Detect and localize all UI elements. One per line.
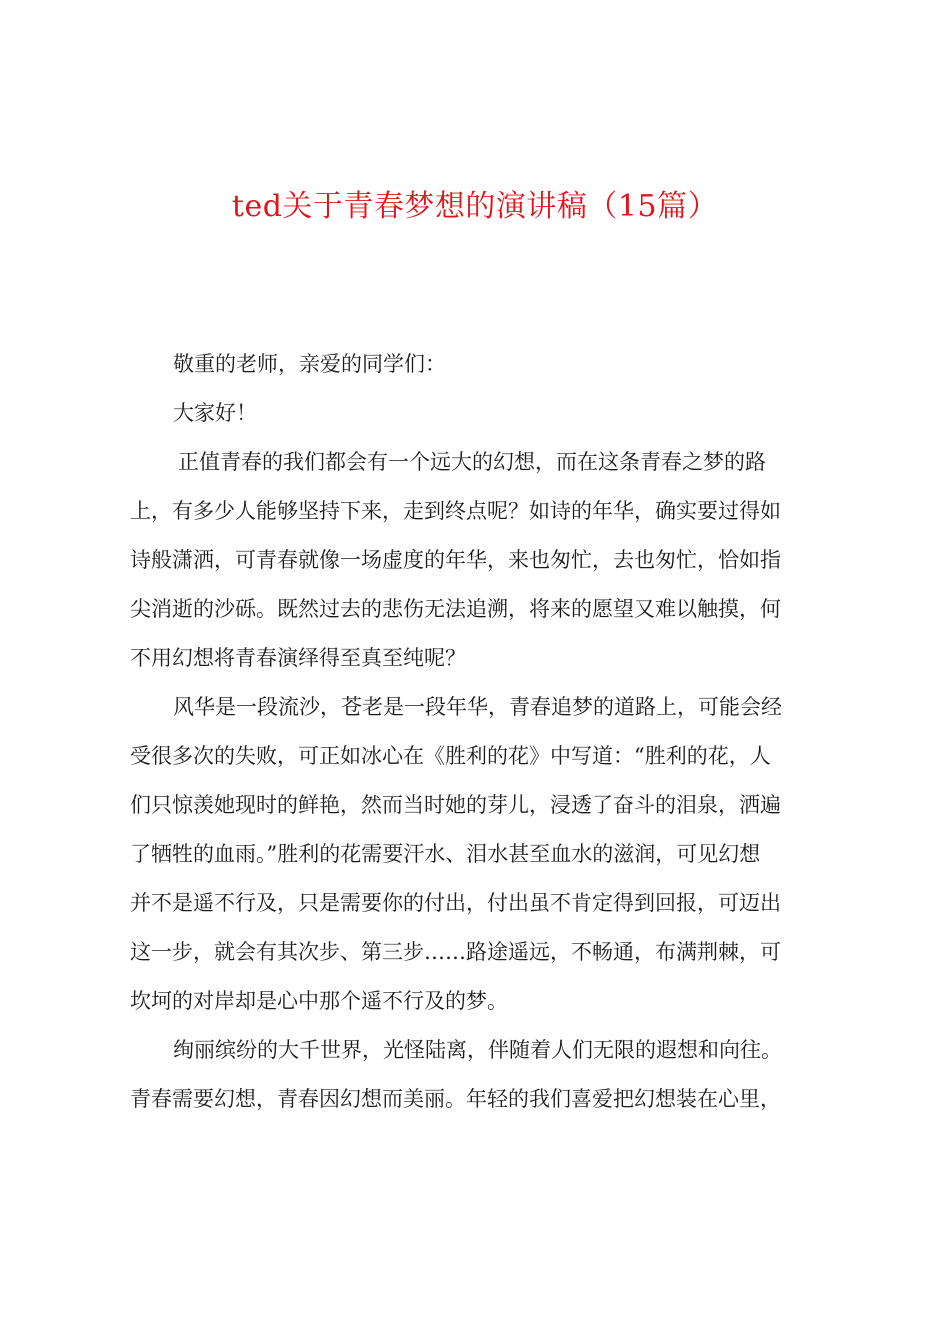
paragraph-line: 坎坷的对岸却是心中那个遥不行及的梦。 <box>130 989 508 1013</box>
paragraph-1 <box>130 438 830 683</box>
paragraph-line: 上，有多少人能够坚持下来，走到终点呢？如诗的年华，确实要过得如 <box>130 499 781 523</box>
paragraph-line: 这一步，就会有其次步、第三步……路途遥远，不畅通，布满荆棘，可 <box>130 940 781 964</box>
paragraph-line: 并不是遥不行及，只是需要你的付出，付出虽不肯定得到回报，可迈出 <box>130 891 781 915</box>
paragraph-line: 绚丽缤纷的大千世界，光怪陆离，伴随着人们无限的遐想和向往。 <box>173 1038 782 1062</box>
paragraph-line: 们只惊羡她现时的鲜艳，然而当时她的芽儿，浸透了奋斗的泪泉，洒遍 <box>130 793 781 817</box>
paragraph-line: 正值青春的我们都会有一个远大的幻想，而在这条青春之梦的路 <box>178 450 766 474</box>
paragraph-line: 受很多次的失败，可正如冰心在《胜利的花》中写道：“胜利的花，人 <box>130 744 771 768</box>
document-title: ted关于青春梦想的演讲稿（15篇） <box>231 189 719 224</box>
paragraph-2 <box>130 683 830 1026</box>
salutation: 敬重的老师，亲爱的同学们： <box>173 352 446 376</box>
paragraph-line: 风华是一段流沙，苍老是一段年华，青春追梦的道路上，可能会经 <box>173 695 782 719</box>
paragraph-line: 青春需要幻想，青春因幻想而美丽。年轻的我们喜爱把幻想装在心里， <box>130 1087 781 1111</box>
paragraph-line: 了牺牲的血雨。”胜利的花需要汗水、泪水甚至血水的滋润，可见幻想 <box>130 842 761 866</box>
paragraph-line: 诗般潇洒，可青春就像一场虚度的年华，来也匆忙，去也匆忙，恰如指 <box>130 548 781 572</box>
document-body <box>130 340 830 1124</box>
paragraph-3 <box>130 1026 830 1124</box>
paragraph-line: 尖消逝的沙砾。既然过去的悲伤无法追溯，将来的愿望又难以触摸，何 <box>130 597 781 621</box>
greeting: 大家好！ <box>173 401 257 425</box>
paragraph-line: 不用幻想将青春演绎得至真至纯呢？ <box>130 646 466 670</box>
